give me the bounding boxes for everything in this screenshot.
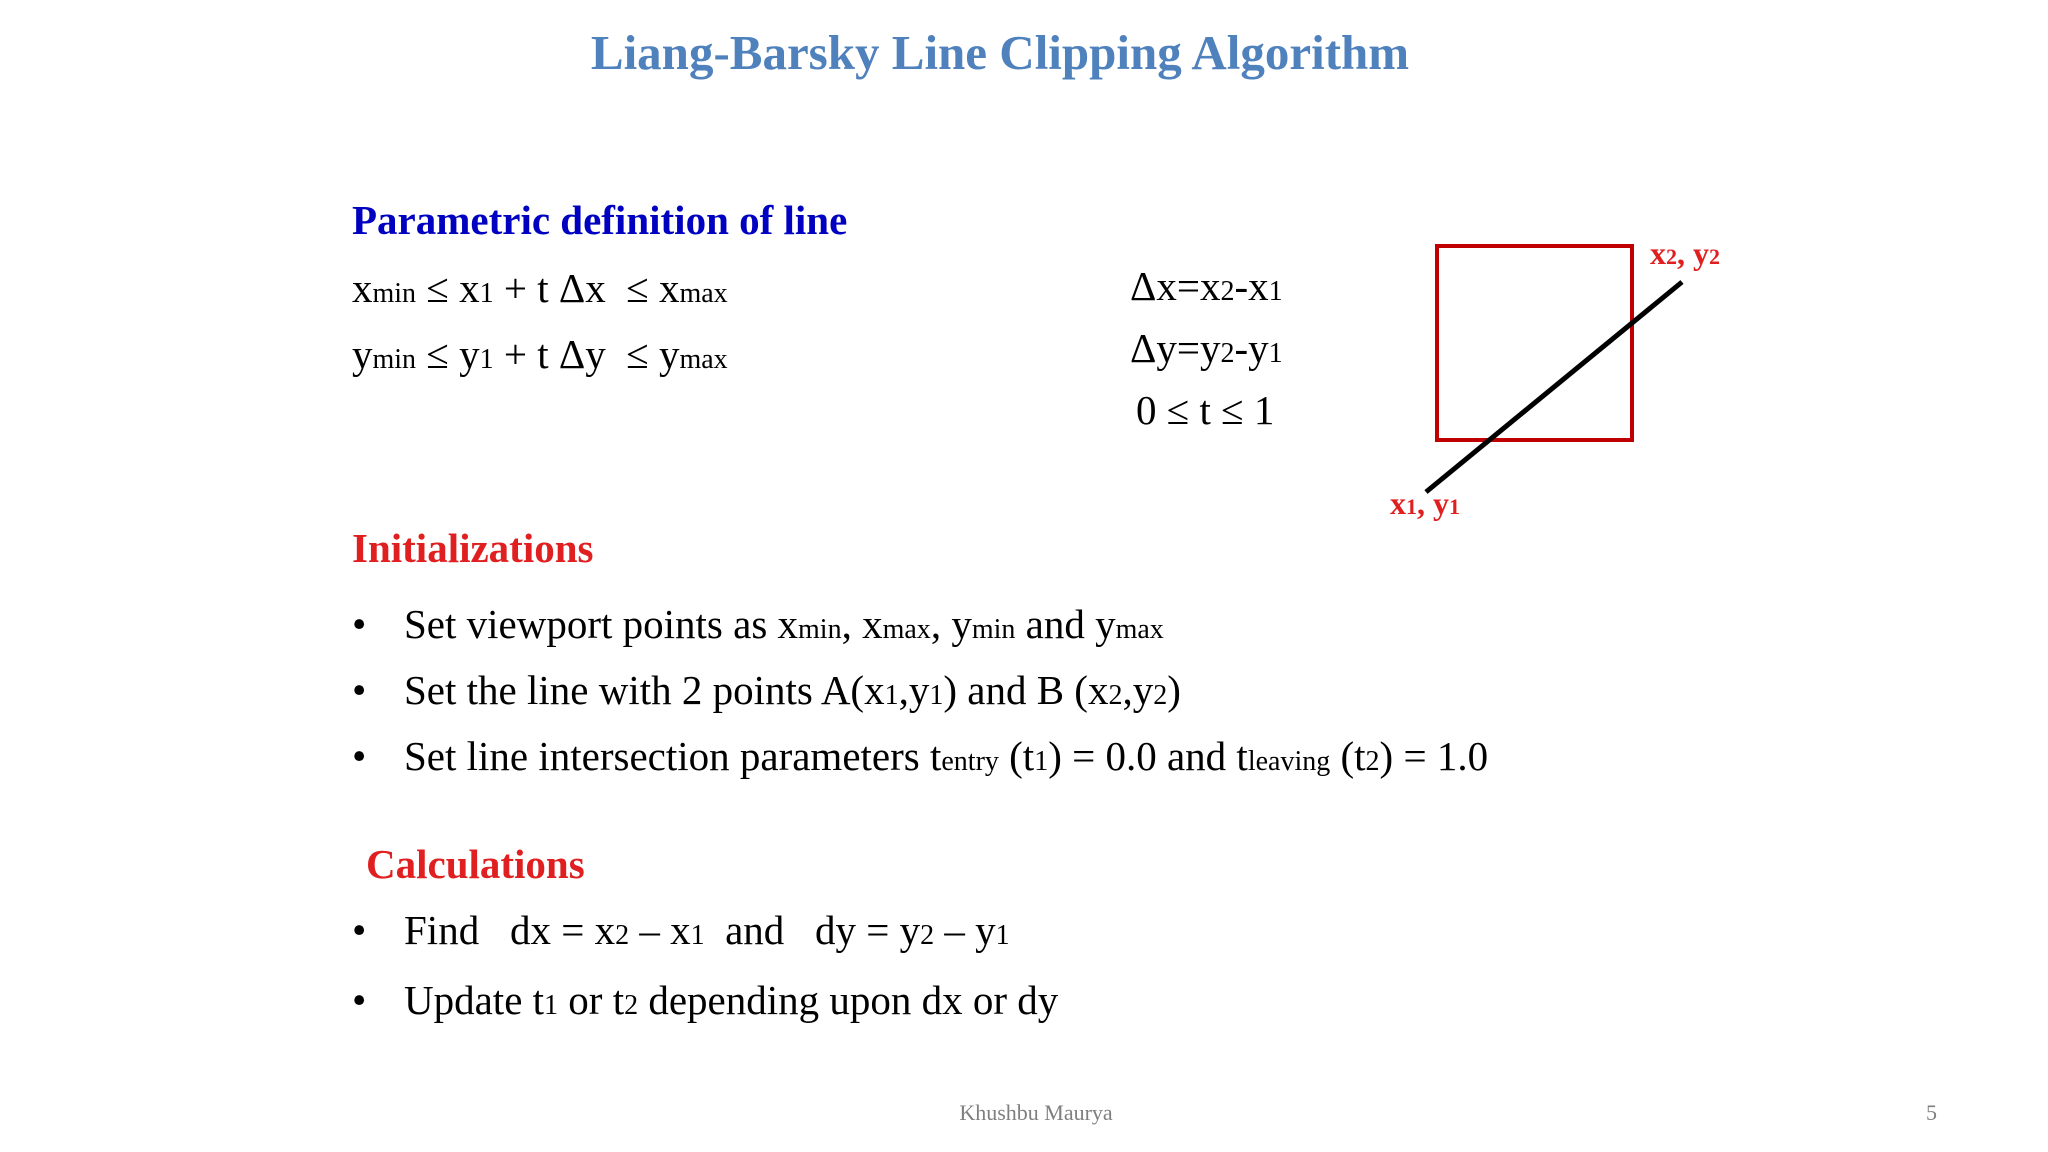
list-item: • Find dx = x2 – x1 and dy = y2 – y1	[352, 907, 1010, 953]
parametric-eq-y: ymin ≤ y1 + t Δy ≤ ymax	[352, 331, 728, 377]
list-item: • Set the line with 2 points A(x1,y1) and B (x2,y2)	[352, 667, 1181, 713]
slide-title: Liang-Barsky Line Clipping Algorithm	[590, 25, 1410, 80]
list-item: • Set viewport points as xmin, xmax, ymin and ymax	[352, 601, 1164, 647]
label-point-1: x1, y1	[1390, 485, 1460, 521]
list-item: • Update t1 or t2 depending upon dx or dy	[352, 977, 1059, 1023]
list-item: • Set line intersection parameters tentry (t1) = 0.0 and tleaving (t2) = 1.0	[352, 733, 1489, 779]
line-segment	[1426, 282, 1682, 492]
clip-window-rect	[1437, 246, 1632, 440]
parametric-heading: Parametric definition of line	[352, 197, 848, 243]
t-range: 0 ≤ t ≤ 1	[1136, 387, 1275, 433]
delta-y-definition: Δy=y2-y1	[1130, 325, 1283, 371]
label-point-2: x2, y2	[1650, 235, 1720, 271]
page-number: 5	[1926, 1100, 1937, 1125]
clipping-diagram	[1360, 222, 1760, 532]
footer-author: Khushbu Maurya	[959, 1100, 1113, 1125]
delta-x-definition: Δx=x2-x1	[1130, 263, 1283, 309]
parametric-eq-x: xmin ≤ x1 + t Δx ≤ xmax	[352, 265, 728, 311]
calculations-heading: Calculations	[366, 841, 585, 887]
initializations-heading: Initializations	[352, 525, 594, 571]
